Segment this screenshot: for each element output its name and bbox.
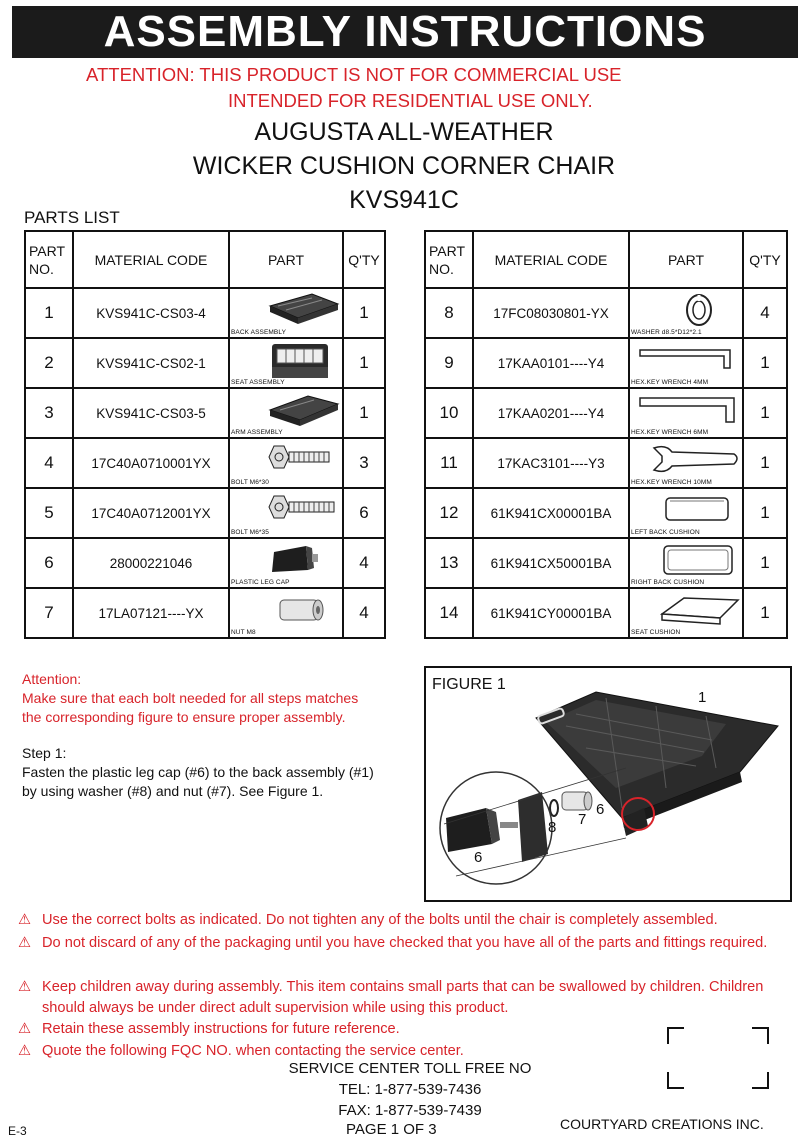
col-part: PART (229, 231, 343, 288)
step-heading: Step 1: (22, 745, 67, 761)
attention-line-1: ATTENTION: THIS PRODUCT IS NOT FOR COMMERCIAL USE (86, 64, 622, 85)
part-name: BOLT M6*30 (231, 479, 269, 486)
table-row: 10 17KAA0201----Y4 HEX.KEY WRENCH 6MM 1 (425, 388, 787, 438)
part-name: HEX.KEY WRENCH 4MM (631, 379, 709, 386)
cushion-icon (662, 492, 734, 526)
table-row: 1 KVS941C-CS03-4 BACK ASSEMBLY 1 (25, 288, 385, 338)
table-row: 11 17KAC3101----Y3 HEX.KEY WRENCH 10MM 1 (425, 438, 787, 488)
col-material-code: MATERIAL CODE (73, 231, 229, 288)
col-qty: Q'TY (743, 231, 787, 288)
parts-table-right (424, 230, 788, 639)
warning-icon: ⚠ (18, 1043, 32, 1059)
attention-line-2: INTENDED FOR RESIDENTIAL USE ONLY. (228, 90, 593, 111)
warning-3: ⚠ Keep children away during assembly. This item contains small parts that can be swallowed by children. Children should always be under direct adult supervision while using this product. (18, 979, 764, 1016)
bolt-icon (268, 492, 336, 522)
step-1: Step 1: Fasten the plastic leg cap (#6) to the back assembly (#1) by using washer (#8) and nut (#7). See Figure 1. (22, 745, 374, 799)
callout-6b: 6 (474, 849, 483, 866)
col-qty: Q'TY (343, 231, 385, 288)
part-name: HEX.KEY WRENCH 10MM (631, 479, 712, 486)
table-row: 12 61K941CX00001BA LEFT BACK CUSHION 1 (425, 488, 787, 538)
product-model: KVS941C (349, 186, 459, 214)
callout-6a: 6 (596, 801, 605, 818)
part-name: ARM ASSEMBLY (231, 429, 283, 436)
bolt-icon (268, 442, 332, 472)
seat-cushion-icon (658, 592, 742, 628)
cushion-icon (660, 542, 738, 580)
col-part-no: PART NO. (25, 231, 73, 288)
callout-8: 8 (548, 819, 557, 836)
fqc-corner-marks (666, 1026, 770, 1090)
col-part: PART (629, 231, 743, 288)
figure-1-illustration (426, 668, 788, 896)
back-assembly-icon (268, 292, 340, 328)
warning-icon: ⚠ (18, 912, 32, 928)
arm-assembly-icon (268, 392, 340, 428)
service-fax: FAX: 1-877-539-7439 (338, 1102, 482, 1119)
warning-icon: ⚠ (18, 979, 32, 995)
warning-1: ⚠ Use the correct bolts as indicated. Do not tighten any of the bolts until the chair is completely assembled. (18, 910, 798, 931)
part-name: LEFT BACK CUSHION (631, 529, 700, 536)
washer-icon (682, 292, 716, 328)
col-part-no: PART NO. (425, 231, 473, 288)
part-name: HEX.KEY WRENCH 6MM (631, 429, 709, 436)
figure-1-label: FIGURE 1 (432, 676, 506, 693)
col-material-code: MATERIAL CODE (473, 231, 629, 288)
table-row: 14 61K941CY00001BA SEAT CUSHION 1 (425, 588, 787, 638)
table-row: 9 17KAA0101----Y4 HEX.KEY WRENCH 4MM 1 (425, 338, 787, 388)
callout-1: 1 (698, 689, 707, 706)
table-row: 4 17C40A0710001YX BOLT M6*30 3 (25, 438, 385, 488)
service-center-label: SERVICE CENTER TOLL FREE NO (288, 1060, 532, 1077)
table-row: 13 61K941CX50001BA RIGHT BACK CUSHION 1 (425, 538, 787, 588)
part-name: SEAT ASSEMBLY (231, 379, 285, 386)
warning-2: ⚠ Do not discard of any of the packaging until you have checked that you have all of the parts and fittings required. (18, 933, 798, 954)
company-name: COURTYARD CREATIONS INC. (560, 1116, 764, 1132)
part-name: RIGHT BACK CUSHION (631, 579, 705, 586)
product-title-line-1: AUGUSTA ALL-WEATHER (254, 118, 554, 146)
table-row: 6 28000221046 PLASTIC LEG CAP 4 (25, 538, 385, 588)
warning-icon: ⚠ (18, 935, 32, 951)
part-name: BOLT M6*35 (231, 529, 269, 536)
product-title-line-2: WICKER CUSHION CORNER CHAIR (192, 152, 616, 180)
callout-7: 7 (578, 811, 587, 828)
warning-5: ⚠ Quote the following FQC NO. when contacting the service center. (18, 1041, 798, 1062)
part-name: WASHER d8.5*D12*2.1 (631, 329, 702, 336)
parts-table-left (24, 230, 386, 639)
warning-4: ⚠ Retain these assembly instructions for future reference. (18, 1019, 798, 1040)
part-name: SEAT CUSHION (631, 629, 681, 636)
table-row: 5 17C40A0712001YX BOLT M6*35 6 (25, 488, 385, 538)
part-name: PLASTIC LEG CAP (231, 579, 290, 586)
parts-list-label: PARTS LIST (24, 208, 120, 227)
table-row: 8 17FC08030801-YX WASHER d8.5*D12*2.1 4 (425, 288, 787, 338)
nut-icon (268, 592, 328, 626)
attention-note: Attention: Make sure that each bolt needed for all steps matches the corresponding figure to ensure proper assembly. (22, 671, 359, 725)
open-wrench-icon (650, 442, 742, 476)
hex-key-icon (636, 342, 740, 372)
table-row: 2 KVS941C-CS02-1 SEAT ASSEMBLY 1 (25, 338, 385, 388)
leg-cap-icon (268, 542, 328, 576)
title-banner: ASSEMBLY INSTRUCTIONS (12, 6, 798, 58)
part-name: NUT M8 (231, 629, 256, 636)
edition-code: E-3 (8, 1124, 27, 1138)
page-number: PAGE 1 OF 3 (346, 1121, 437, 1138)
table-row: 7 17LA07121----YX NUT M8 4 (25, 588, 385, 638)
seat-assembly-icon (268, 342, 332, 380)
service-tel: TEL: 1-877-539-7436 (338, 1081, 482, 1098)
hex-key-icon (636, 392, 740, 426)
table-row: 3 KVS941C-CS03-5 ARM ASSEMBLY 1 (25, 388, 385, 438)
attention-heading: Attention: (22, 671, 82, 687)
warning-icon: ⚠ (18, 1021, 32, 1037)
part-name: BACK ASSEMBLY (231, 329, 287, 336)
